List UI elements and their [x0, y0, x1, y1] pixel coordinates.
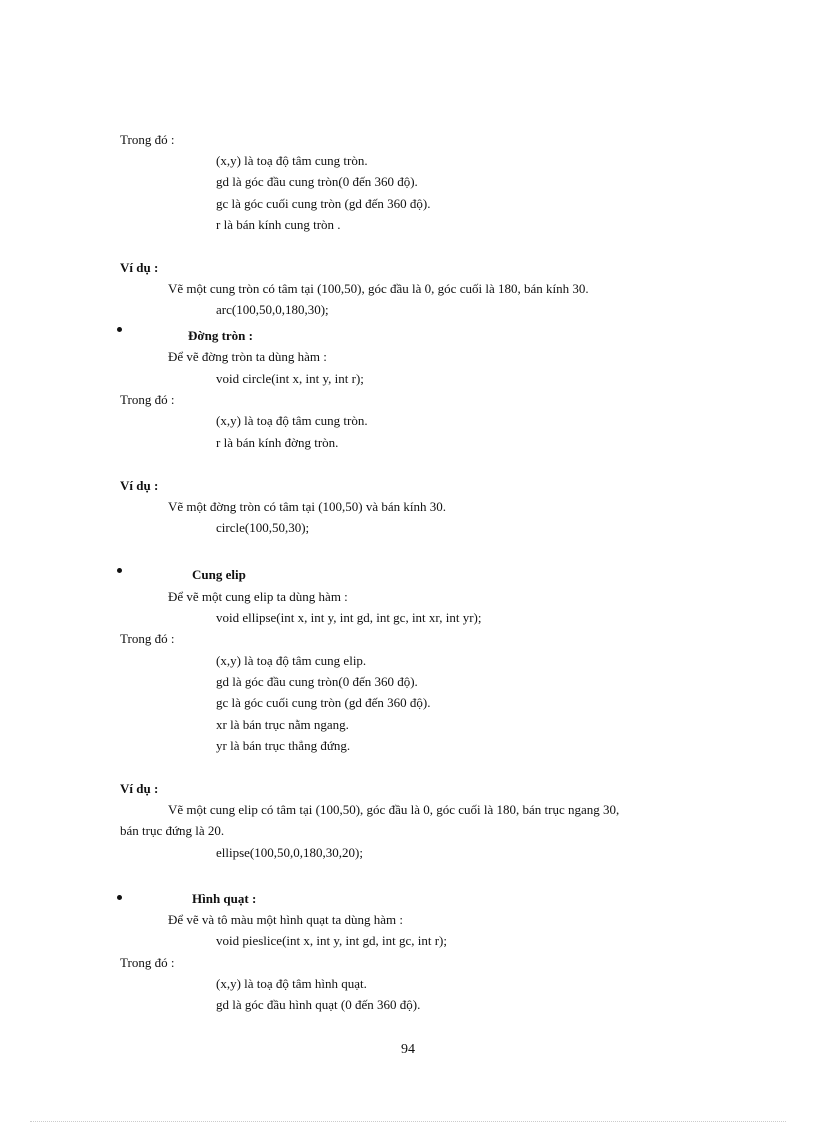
example-description: Vẽ một cung elip có tâm tại (100,50), góc đầu là 0, góc cuối là 180, bán trục ngang 30,	[168, 802, 620, 817]
bullet-icon	[117, 327, 122, 332]
where-label: Trong đó :	[120, 132, 175, 147]
param-line: r là bán kính cung tròn .	[216, 217, 341, 232]
param-line: (x,y) là toạ độ tâm cung elip.	[216, 653, 367, 668]
example-label: Ví dụ :	[120, 260, 159, 275]
section-title: Đờng tròn :	[188, 328, 253, 343]
section-intro: Để vẽ và tô màu một hình quạt ta dùng hàm :	[168, 912, 404, 927]
param-line: gc là góc cuối cung tròn (gd đến 360 độ).	[216, 196, 431, 211]
section-title: Hình quạt :	[192, 891, 257, 906]
function-signature: void ellipse(int x, int y, int gd, int gc, int xr, int yr);	[216, 610, 482, 625]
param-line: gd là góc đầu hình quạt (0 đến 360 độ).	[216, 997, 421, 1012]
example-description: Vẽ một cung tròn có tâm tại (100,50), góc đầu là 0, góc cuối là 180, bán kính 30.	[168, 281, 589, 296]
example-description: Vẽ một đờng tròn có tâm tại (100,50) và bán kính 30.	[168, 499, 447, 514]
param-line: (x,y) là toạ độ tâm cung tròn.	[216, 413, 368, 428]
section-title: Cung elip	[192, 567, 246, 582]
where-label: Trong đó :	[120, 955, 175, 970]
example-label: Ví dụ :	[120, 478, 159, 493]
example-code: ellipse(100,50,0,180,30,20);	[216, 845, 363, 860]
param-line: gd là góc đầu cung tròn(0 đến 360 độ).	[216, 174, 418, 189]
section-intro: Để vẽ đờng tròn ta dùng hàm :	[168, 349, 327, 364]
bullet-icon	[117, 895, 122, 900]
example-code: arc(100,50,0,180,30);	[216, 302, 329, 317]
function-signature: void pieslice(int x, int y, int gd, int gc, int r);	[216, 933, 447, 948]
function-signature: void circle(int x, int y, int r);	[216, 371, 364, 386]
where-label: Trong đó :	[120, 631, 175, 646]
page-bottom-divider	[30, 1121, 786, 1122]
page-number: 94	[401, 1042, 415, 1057]
param-line: (x,y) là toạ độ tâm cung tròn.	[216, 153, 368, 168]
param-line: xr là bán trục nằm ngang.	[216, 717, 349, 732]
param-line: gc là góc cuối cung tròn (gd đến 360 độ).	[216, 695, 431, 710]
param-line: r là bán kính đờng tròn.	[216, 435, 339, 450]
where-label: Trong đó :	[120, 392, 175, 407]
example-code: circle(100,50,30);	[216, 520, 310, 535]
example-description-continued: bán trục đứng là 20.	[120, 823, 225, 838]
param-line: gd là góc đầu cung tròn(0 đến 360 độ).	[216, 674, 418, 689]
param-line: (x,y) là toạ độ tâm hình quạt.	[216, 976, 367, 991]
param-line: yr là bán trục thẳng đứng.	[216, 738, 351, 753]
example-label: Ví dụ :	[120, 781, 159, 796]
bullet-icon	[117, 568, 122, 573]
section-intro: Để vẽ một cung elip ta dùng hàm :	[168, 589, 348, 604]
